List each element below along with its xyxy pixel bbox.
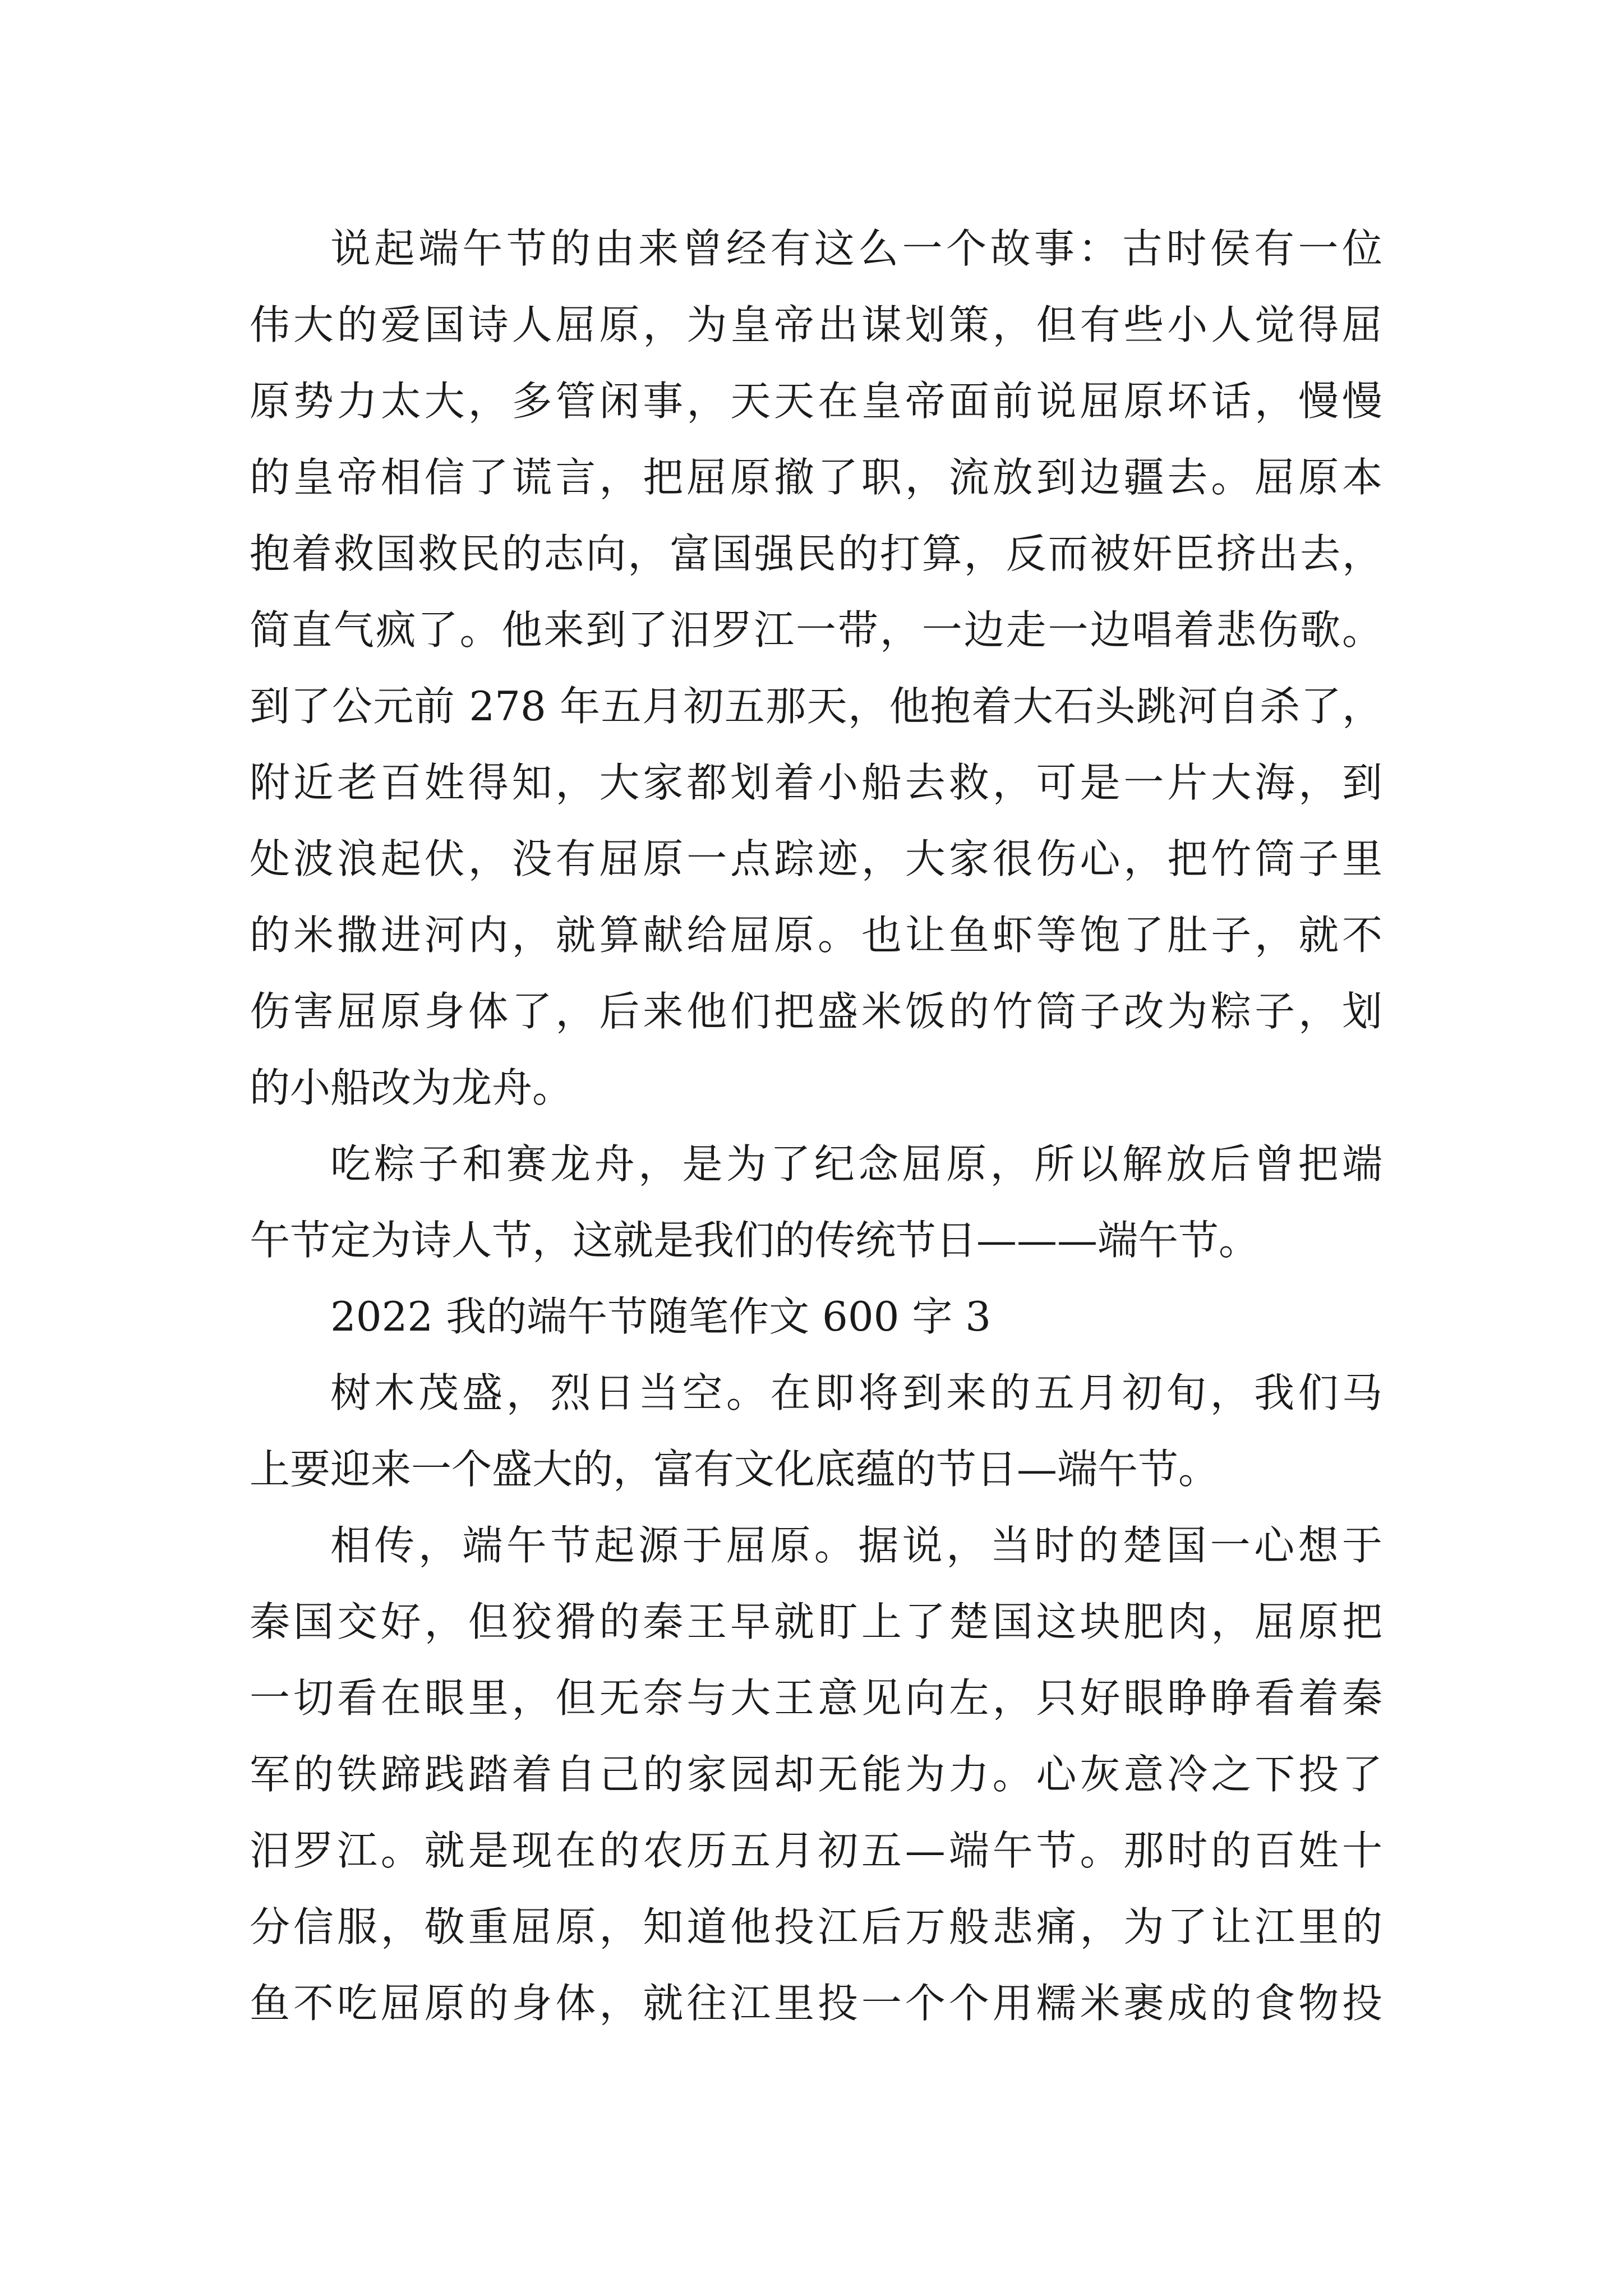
paragraph-line: 午节定为诗人节，这就是我们的传统节日———端午节。 xyxy=(250,1217,1260,1264)
paragraph-line: 的皇帝相信了谎言，把屈原撤了职，流放到边疆去。屈原本 xyxy=(250,454,1382,501)
section-heading: 2022 我的端午节随笔作文 600 字 3 xyxy=(330,1293,992,1340)
paragraph-line: 原势力太大，多管闲事，天天在皇帝面前说屈原坏话，慢慢 xyxy=(250,378,1382,425)
paragraph-line: 上要迎来一个盛大的，富有文化底蕴的节日—端午节。 xyxy=(250,1446,1219,1493)
paragraph-line: 处波浪起伏，没有屈原一点踪迹，大家很伤心，把竹筒子里 xyxy=(250,835,1382,882)
paragraph-line: 相传，端午节起源于屈原。据说，当时的楚国一心想于 xyxy=(330,1522,1382,1569)
paragraph-line: 附近老百姓得知，大家都划着小船去救，可是一片大海，到 xyxy=(250,759,1382,806)
paragraph-line: 简直气疯了。他来到了汨罗江一带，一边走一边唱着悲伤歌。 xyxy=(250,606,1382,654)
document-body xyxy=(250,210,1382,2041)
paragraph-line: 鱼不吃屈原的身体，就往江里投一个个用糯米裹成的食物投 xyxy=(250,1980,1382,2027)
paragraph-line: 汨罗江。就是现在的农历五月初五—端午节。那时的百姓十 xyxy=(250,1827,1382,1874)
paragraph-line: 分信服，敬重屈原，知道他投江后万般悲痛，为了让江里的 xyxy=(250,1903,1382,1950)
paragraph-line: 军的铁蹄践踏着自己的家园却无能为力。心灰意冷之下投了 xyxy=(250,1751,1382,1798)
paragraph-line: 到了公元前 278 年五月初五那天，他抱着大石头跳河自杀了， xyxy=(250,683,1382,730)
paragraph-line: 伟大的爱国诗人屈原，为皇帝出谋划策，但有些小人觉得屈 xyxy=(250,301,1382,348)
paragraph-line: 树木茂盛，烈日当空。在即将到来的五月初旬，我们马 xyxy=(330,1369,1382,1416)
paragraph-line: 秦国交好，但狡猾的秦王早就盯上了楚国这块肥肉，屈原把 xyxy=(250,1598,1382,1645)
paragraph-line: 一切看在眼里，但无奈与大王意见向左，只好眼睁睁看着秦 xyxy=(250,1674,1382,1722)
paragraph-line: 伤害屈原身体了，后来他们把盛米饭的竹筒子改为粽子，划 xyxy=(250,988,1382,1035)
paragraph-line: 说起端午节的由来曾经有这么一个故事：古时侯有一位 xyxy=(330,225,1382,272)
paragraph-line: 吃粽子和赛龙舟，是为了纪念屈原，所以解放后曾把端 xyxy=(330,1140,1382,1188)
paragraph-line: 抱着救国救民的志向，富国强民的打算，反而被奸臣挤出去， xyxy=(250,530,1382,577)
paragraph-line: 的小船改为龙舟。 xyxy=(250,1064,573,1111)
paragraph-line: 的米撒进河内，就算献给屈原。也让鱼虾等饱了肚子，就不 xyxy=(250,912,1382,959)
